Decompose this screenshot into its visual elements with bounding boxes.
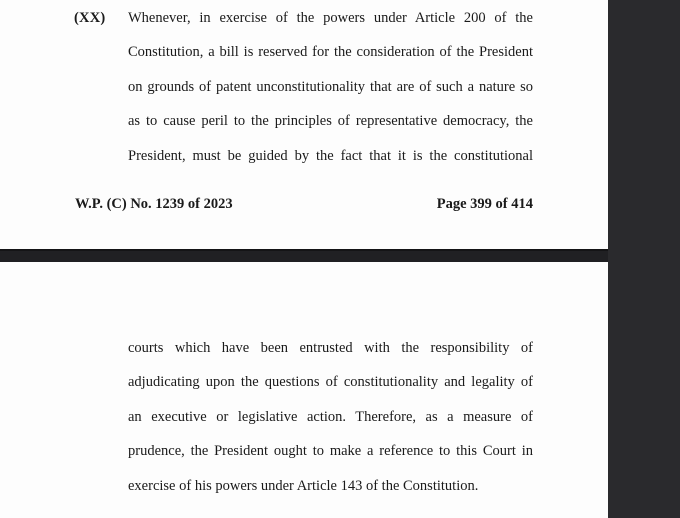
body-text-line: adjudicating upon the questions of constitutionality and legality of [128,374,533,391]
document-page-399 [0,0,608,249]
page-footer [75,196,533,213]
body-text-line: courts which have been entrusted with the responsibility of [128,340,533,356]
page-2-paragraph [128,331,533,503]
page-indicator: Page 399 of 414 [436,196,533,212]
paragraph-label: (XX) [74,10,106,26]
viewer-dark-background [608,0,680,518]
body-text-line: on grounds of patent unconstitutionality that are of such a nature so [128,78,533,95]
case-number: W.P. (C) No. 1239 of 2023 [75,196,233,212]
body-text-line: prudence, the President ought to make a reference to this Court in [128,443,533,460]
body-text-line: an executive or legislative action. Therefore, as a measure of [128,408,533,425]
body-text-line: President, must be guided by the fact that it is the constitutional [128,147,533,164]
body-text-line: exercise of his powers under Article 143 of the Constitution. [128,477,479,494]
document-page-400 [0,262,608,518]
body-text-line: Constitution, a bill is reserved for the consideration of the President [128,44,533,61]
body-text-line: Whenever, in exercise of the powers under Article 200 of the [128,10,533,26]
page-separator [0,249,680,262]
page-1-paragraph [128,1,533,173]
body-text-line: as to cause peril to the principles of representative democracy, the [128,113,533,130]
